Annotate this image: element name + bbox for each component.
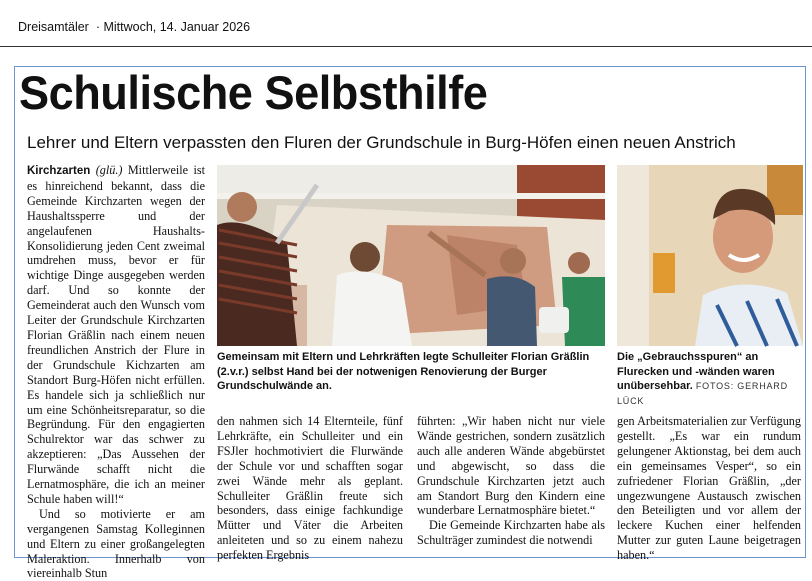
article-column-1 [27, 163, 205, 581]
article-subheadline: Lehrer und Eltern verpassten den Fluren der Grundschule in Burg-Höfen einen neuen Anstrich [27, 133, 736, 152]
column-2-text: den nahmen sich 14 Elternteile, fünf Lehrkräfte, ein Schulleiter und ein FSJler hochmotiviert die Flurwände der Schule vor und schafften sogar zwei Wände mehr als geplant. Schulleiter Gräßlin freute sich besonders, dass einige fachkundige Mütter und Väter die Arbeiten anleiteten und so zu einem nahezu perfekten Ergebnis [217, 414, 403, 563]
column-1-text: Mittlerweile ist es hinreichend bekannt, dass die Gemeinde Kirchzarten wegen der Haushaltssperre und der angelaufenen Haushalts-Konsolidierung jeden Cent zweimal umdrehen muss, bevor er für wichtige Dinge ausgegeben werden darf. Und so konnte der Gemeinderat auch den Wunsch vom Leiter der Grundschule Kirchzarten Florian Gräßlin nach einem neuen freundlichen Anstrich der Flure in der Grundschule Kichzarten am Standort Burg-Höfen nicht erfüllen. Es handele sich ja schließlich nur um eine Schönheitsreparatur, so die Begründung. Für den engagierten Schulrektor war das schwer zu akzeptieren: „Das Aussehen der Flurwände schafft nicht die Lernatmosphäre, die ich an meiner Schule haben will!“ [27, 163, 206, 506]
column-1-paragraph-1 [27, 163, 205, 507]
painting-scene-image [217, 165, 605, 346]
publication-date: Mittwoch, 14. Januar 2026 [103, 20, 251, 34]
article-column-2 [217, 414, 403, 563]
column-3-paragraph-1: führten: „Wir haben nicht nur viele Wände gestrichen, sondern zusätzlich auch alle anderen Wände abgebürstet und abgewischt, so dass die Grundschule Kirchzarten jetzt auch am Standort Burg den Kindern eine wunderbare Lernatmosphäre bietet.“ [417, 414, 605, 518]
side-photo [617, 165, 803, 346]
side-photo-caption [617, 350, 803, 408]
column-3-paragraph-2: Die Gemeinde Kirchzarten habe als Schulträger zumindest die notwendi [417, 518, 605, 548]
article-column-3 [417, 414, 605, 548]
column-4-text: gen Arbeitsmaterialien zur Verfügung gestellt. „Es war ein rundum gelungener Aktionstag, bei dem auch ein gemeinsames Vesper“, so ein zufriedener Florian Gräßlin, „der ungezwungene Austausch zwischen den Beteiligten und vor allem der leckere Kuchen einer helfenden Mutter zur guten Laune beigetragen haben.“ [617, 414, 801, 563]
publication-name: Dreisamtäler [18, 20, 89, 34]
main-photo-caption: Gemeinsam mit Eltern und Lehrkräften legte Schulleiter Florian Gräßlin (2.v.r.) selbst Hand bei der notwenigen Renovierung der Burger Grundschulwände an. [217, 351, 590, 392]
article-headline: Schulische Selbsthilfe [19, 66, 488, 119]
article-column-4 [617, 414, 801, 563]
photo-credit: FOTOS: GERHARD LÜCK [617, 381, 788, 406]
article-dateline: Kirchzarten [27, 165, 91, 177]
page-header [0, 0, 812, 47]
main-photo [217, 165, 605, 346]
header-separator: · [95, 20, 100, 34]
article-author: (glü.) [95, 163, 123, 177]
article-clipping [14, 66, 806, 581]
side-caption-text: Die „Gebrauchsspuren“ an Flurecken und -wänden waren unübersehbar. [617, 351, 775, 392]
column-1-paragraph-2: Und so motivierte er am vergangenen Samstag Kolleginnen und Eltern zu einer großangelegten Maleraktion. Innerhalb von viereinhalb Stun [27, 506, 205, 581]
portrait-image [617, 165, 803, 346]
header-line [18, 20, 250, 34]
